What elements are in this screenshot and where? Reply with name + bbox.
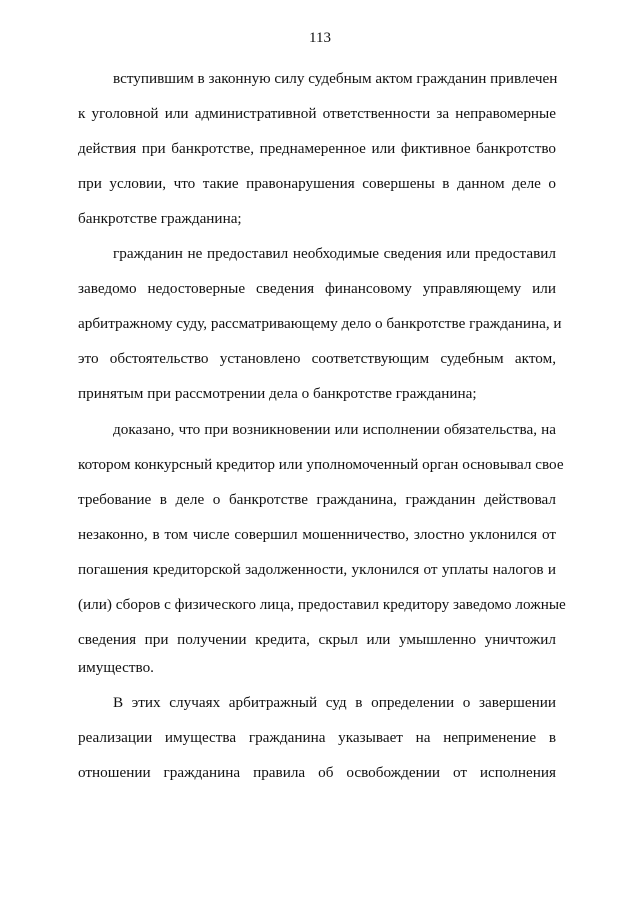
paragraph-3-line-3: требование в деле о банкротстве гражданина, гражданин действовал xyxy=(78,491,556,508)
paragraph-3-line-7: сведения при получении кредита, скрыл или умышленно уничтожил xyxy=(78,631,556,648)
paragraph-1-line-2: к уголовной или административной ответственности за неправомерные xyxy=(78,105,556,122)
paragraph-3-line-6: (или) сборов с физического лица, предоставил кредитору заведомо ложные xyxy=(78,596,566,613)
paragraph-2-line-1: гражданин не предоставил необходимые сведения или предоставил xyxy=(113,245,556,262)
paragraph-2-line-4: это обстоятельство установлено соответствующим судебным актом, xyxy=(78,350,556,367)
paragraph-3-line-1: доказано, что при возникновении или исполнении обязательства, на xyxy=(113,421,556,438)
paragraph-3-line-8: имущество. xyxy=(78,659,154,676)
paragraph-1-line-4: при условии, что такие правонарушения совершены в данном деле о xyxy=(78,175,556,192)
paragraph-2-line-3: арбитражному суду, рассматривающему дело о банкротстве гражданина, и xyxy=(78,315,562,332)
page-number: 113 xyxy=(309,30,331,46)
paragraph-1-line-5: банкротстве гражданина; xyxy=(78,210,242,227)
paragraph-3-line-5: погашения кредиторской задолженности, уклонился от уплаты налогов и xyxy=(78,561,556,578)
paragraph-4-line-1: В этих случаях арбитражный суд в определении о завершении xyxy=(113,694,556,711)
paragraph-2-line-2: заведомо недостоверные сведения финансовому управляющему или xyxy=(78,280,556,297)
paragraph-4-line-2: реализации имущества гражданина указывает на неприменение в xyxy=(78,729,556,746)
paragraph-3-line-4: незаконно, в том числе совершил мошенничество, злостно уклонился от xyxy=(78,526,556,543)
paragraph-1-line-1: вступившим в законную силу судебным актом гражданин привлечен xyxy=(113,70,558,87)
paragraph-1-line-3: действия при банкротстве, преднамеренное или фиктивное банкротство xyxy=(78,140,556,157)
paragraph-2-line-5: принятым при рассмотрении дела о банкротстве гражданина; xyxy=(78,385,477,402)
paragraph-4-line-3: отношении гражданина правила об освобождении от исполнения xyxy=(78,764,556,781)
paragraph-3-line-2: котором конкурсный кредитор или уполномоченный орган основывал свое xyxy=(78,456,564,473)
